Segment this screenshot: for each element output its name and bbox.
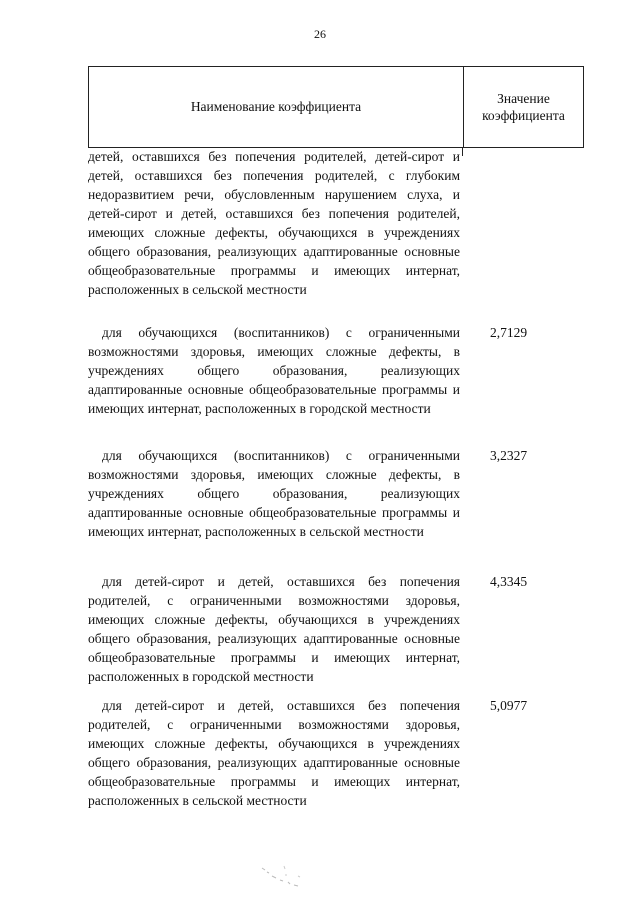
column-header-value-line2: коэффициента: [482, 108, 565, 123]
row-description: для детей-сирот и детей, оставшихся без попечения родителей, с ограниченными возможностями здоровья, имеющих сложные дефекты, обучающихся в учреждениях общего образования, реализующих адаптированные основные общеобразовательные программы и имеющих интернат, расположенных в сельской местности: [88, 698, 460, 808]
column-header-value-line1: Значение: [497, 91, 550, 106]
table-header: [88, 66, 584, 148]
row-value: 5,0977: [490, 698, 528, 713]
row-value: 4,3345: [490, 574, 528, 589]
page-number: 26: [314, 27, 326, 41]
column-header-value: [464, 67, 583, 147]
continuation-text: детей, оставшихся без попечения родителей, детей-сирот и детей, оставшихся без попечения родителей, с глубоким недоразвитием речи, обусловленным нарушением слуха, и детей-сирот и детей, оставшихся без попечения родителей, имеющих сложные дефекты, обучающихся в учреждениях общего образования, реализующих адаптированные основные общеобразовательные программы и имеющих интернат, расположенных в сельской местности: [88, 149, 460, 297]
column-divider-body: [462, 148, 463, 156]
scan-mark: [258, 862, 308, 890]
row-description: для обучающихся (воспитанников) с ограниченными возможностями здоровья, имеющих сложные дефекты, в учреждениях общего образования, реализующих адаптированные основные общеобразовательные программы и имеющих интернат, расположенных в городской местности: [88, 325, 460, 416]
row-description: для обучающихся (воспитанников) с ограниченными возможностями здоровья, имеющих сложные дефекты, в учреждениях общего образования, реализующих адаптированные основные общеобразовательные программы и имеющих интернат, расположенных в сельской местности: [88, 448, 460, 539]
row-value: 2,7129: [490, 325, 528, 340]
row-description: для детей-сирот и детей, оставшихся без попечения родителей, с ограниченными возможностями здоровья, имеющих сложные дефекты, обучающихся в учреждениях общего образования, реализующих адаптированные основные общеобразовательные программы и имеющих интернат, расположенных в городской местности: [88, 574, 460, 684]
column-header-name: Наименование коэффициента: [190, 99, 362, 114]
row-value: 3,2327: [490, 448, 528, 463]
